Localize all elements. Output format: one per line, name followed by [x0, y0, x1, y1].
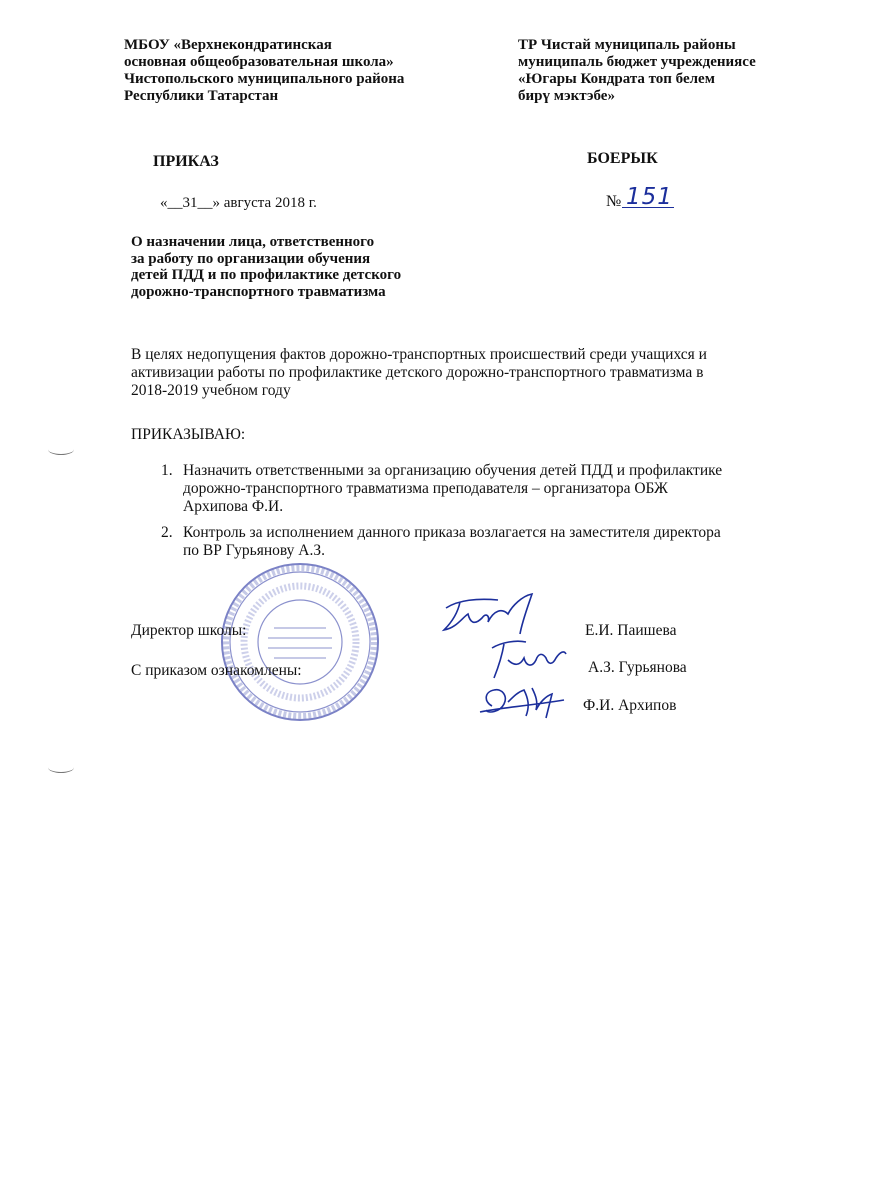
- header-line: МБОУ «Верхнекондратинская: [124, 37, 332, 53]
- item-number: 1.: [161, 462, 173, 479]
- order-item-2: [161, 524, 721, 560]
- school-seal-stamp: [218, 560, 383, 725]
- item-line: по ВР Гурьянову А.З.: [183, 542, 325, 559]
- header-line: бирү мэктэбе»: [518, 88, 615, 104]
- order-item-1: [161, 462, 722, 516]
- intro-line: В целях недопущения фактов дорожно-транспортных происшествий среди учащихся и: [131, 346, 707, 363]
- order-subject: [131, 234, 401, 300]
- item-number: 2.: [161, 524, 173, 541]
- hole-punch-mark: [48, 444, 74, 455]
- signatory-name: А.З. Гурьянова: [588, 659, 687, 676]
- header-line: «Югары Кондрата топ белем: [518, 71, 715, 87]
- order-date: «__31__» августа 2018 г.: [160, 195, 317, 211]
- director-name: Е.И. Паишева: [585, 622, 677, 639]
- header-line: Республики Татарстан: [124, 88, 279, 104]
- header-line: основная общеобразовательная школа»: [124, 54, 394, 70]
- school-header-ru: [124, 37, 404, 105]
- order-number-label: №: [606, 193, 622, 210]
- hole-punch-mark: [48, 762, 74, 773]
- intro-paragraph: [131, 346, 707, 400]
- header-line: Чистопольского муниципального района: [124, 71, 405, 87]
- signatory-name: Ф.И. Архипов: [583, 697, 677, 714]
- director-label: Директор школы:: [131, 622, 247, 639]
- intro-line: активизации работы по профилактике детского дорожно-транспортного травматизма в: [131, 364, 704, 381]
- number-underline: [622, 207, 674, 208]
- director-signature: [438, 588, 558, 638]
- item-line: дорожно-транспортного травматизма преподавателя – организатора ОБЖ: [183, 480, 668, 497]
- header-line: ТР Чистай муниципаль районы: [518, 37, 736, 53]
- item-line: Архипова Ф.И.: [183, 498, 284, 515]
- subject-line: дорожно-транспортного травматизма: [131, 283, 386, 300]
- item-line: Назначить ответственными за организацию обучения детей ПДД и профилактике: [183, 462, 723, 479]
- doc-type-tt: БОЕРЫК: [587, 150, 658, 167]
- order-word: ПРИКАЗЫВАЮ:: [131, 426, 246, 443]
- doc-type-ru: ПРИКАЗ: [153, 153, 219, 170]
- item-line: Контроль за исполнением данного приказа возлагается на заместителя директора: [183, 524, 721, 541]
- subject-line: О назначении лица, ответственного: [131, 234, 375, 250]
- subject-line: детей ПДД и по профилактике детского: [131, 267, 402, 283]
- header-line: муниципаль бюджет учреждениясе: [518, 54, 756, 70]
- order-number-handwritten: 151: [626, 184, 673, 210]
- teacher-signature: [478, 676, 568, 724]
- school-header-tt: [518, 37, 756, 105]
- intro-line: 2018-2019 учебном году: [131, 382, 291, 399]
- subject-line: за работу по организации обучения: [131, 250, 371, 267]
- acquainted-label: С приказом ознакомлены:: [131, 662, 302, 679]
